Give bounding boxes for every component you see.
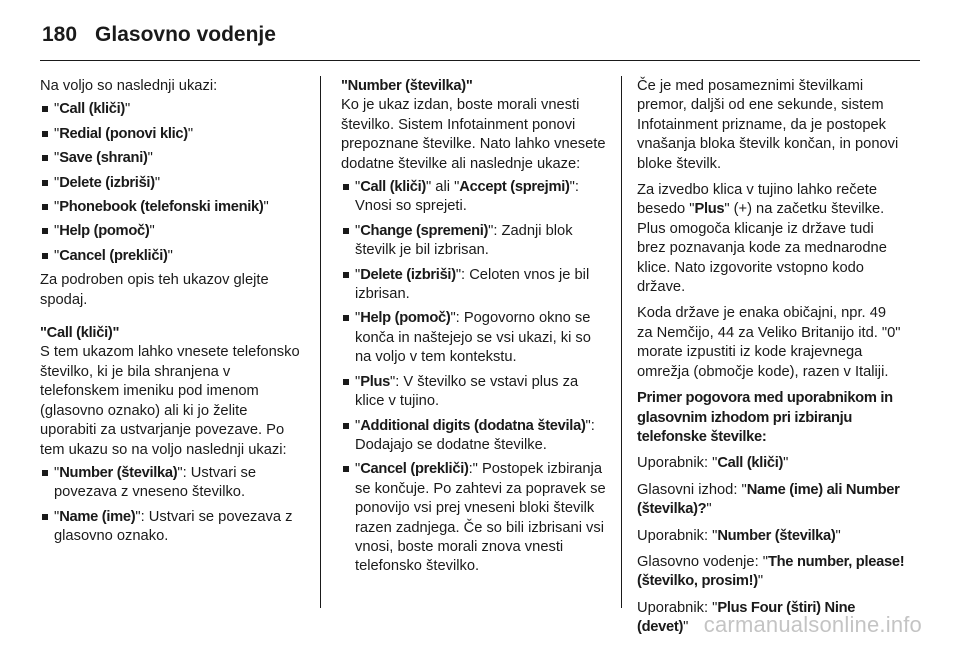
command-name: Help (pomoč) <box>59 223 150 240</box>
header-rule <box>40 60 920 61</box>
commands-intro: Na voljo so naslednji ukazi: <box>40 78 218 94</box>
subcommand-item: "Call (kliči)" ali "Accept (sprejmi)": Vnosi so sprejeti. <box>341 178 606 217</box>
column-divider <box>320 76 321 608</box>
command-name: Call (kliči) <box>59 101 125 118</box>
command-name: Phonebook (telefonski imenik) <box>59 199 264 216</box>
command-item: "Help (pomoč)" <box>40 222 306 241</box>
dialog-line: Uporabnik: "Number (številka)" <box>637 527 841 544</box>
number-description: Ko je ukaz izdan, boste morali vnesti številko. Sistem Infotainment ponovi prepoznane številke. Nato lahko vnesete dodatne številke ali naslednje ukaze: <box>341 97 606 172</box>
example-heading: Primer pogovora med uporabnikom in glasovnim izhodom pri izbiranju telefonske številke: <box>637 390 893 445</box>
subcommand-item: "Cancel (prekliči):" Postopek izbiranja se končuje. Po zahtevi za popravek se ponovijo vsi prej vneseni bloki številk razen zadnjega. Če so bili izbrisani vsi vnosi, boste morali znova vnesti telefonsko številko. <box>341 460 606 576</box>
subcommand-item: "Number (številka)": Ustvari se povezava z vneseno številko. <box>40 464 306 503</box>
command-item: "Cancel (prekliči)" <box>40 247 306 266</box>
subcommand-item: "Help (pomoč)": Pogovorno okno se konča in naštejejo se vsi ukazi, ki so na voljo v tem kontekstu. <box>341 309 606 367</box>
subcommand-item: "Change (spremeni)": Zadnji blok številk je bil izbrisan. <box>341 222 606 261</box>
command-item: "Phonebook (telefonski imenik)" <box>40 198 306 217</box>
watermark: carmanualsonline.info <box>703 612 922 637</box>
dialog-line: Uporabnik: "Call (kliči)" <box>637 455 789 472</box>
command-list <box>40 100 306 266</box>
command-name: Redial (ponovi klic) <box>59 125 188 142</box>
command-item: "Call (kliči)" <box>40 100 306 119</box>
command-name: Save (shrani) <box>59 150 148 167</box>
command-item: "Redial (ponovi klic)" <box>40 125 306 144</box>
page-header <box>40 10 920 60</box>
detail-note: Za podroben opis teh ukazov glejte spodaj. <box>40 272 269 308</box>
command-item: "Delete (izbriši)" <box>40 174 306 193</box>
column-right <box>637 77 905 645</box>
dialog-line: Uporabnik: "Plus Four (štiri) Nine (devet)" <box>637 599 856 636</box>
call-heading: "Call (kliči)" <box>40 325 120 342</box>
column-middle <box>341 77 606 582</box>
column-divider <box>621 76 622 608</box>
subcommand-item: "Name (ime)": Ustvari se povezava z glasovno oznako. <box>40 508 306 547</box>
country-code-paragraph: Koda države je enaka običajni, npr. 49 za Nemčijo, 44 za Veliko Britanijo itd. "0" morate izpustiti iz kode krajevnega omrežja (območje kode), razen v Italiji. <box>637 305 901 380</box>
command-name: Delete (izbriši) <box>59 174 155 191</box>
number-subcommand-list <box>341 178 606 577</box>
command-name: Cancel (prekliči) <box>59 247 168 264</box>
call-subcommand-list <box>40 464 306 547</box>
subcommand-item: "Delete (izbriši)": Celoten vnos je bil izbrisan. <box>341 266 606 305</box>
pause-paragraph: Če je med posameznimi številkami premor, daljši od ene sekunde, sistem Infotainment prizname, da je postopek vnašanja bloka številk končan, in ponovi bloke številk. <box>637 78 899 172</box>
dialog-line: Glasovni izhod: "Name (ime) ali Number (številka)?" <box>637 481 900 518</box>
subcommand-item: "Plus": V številko se vstavi plus za klice v tujino. <box>341 373 606 412</box>
number-heading: "Number (številka)" <box>341 78 473 94</box>
call-description: S tem ukazom lahko vnesete telefonsko številko, ki je bila shranjena v telefonskem imeniku pod imenom (glasovno oznako) ali ki jo želite uporabiti za ustvarjanje povezave. Po tem ukazu so na voljo naslednji ukazi: <box>40 344 300 458</box>
subcommand-item: "Additional digits (dodatna števila)": Dodajajo se dodatne številke. <box>341 417 606 456</box>
page-number: 180 <box>42 23 78 46</box>
column-left <box>40 77 306 552</box>
page-title: Glasovno vodenje <box>95 23 276 46</box>
plus-paragraph: Za izvedbo klica v tujino lahko rečete besedo "Plus" (+) na začetku številke. Plus omogoča klicanje iz države tudi brez poznavanja kode za mednarodne klice. Nato izgovorite vstopno kodo države. <box>637 182 887 296</box>
command-item: "Save (shrani)" <box>40 149 306 168</box>
dialog-line: Glasovno vodenje: "The number, please! (številko, prosim!)" <box>637 553 905 590</box>
